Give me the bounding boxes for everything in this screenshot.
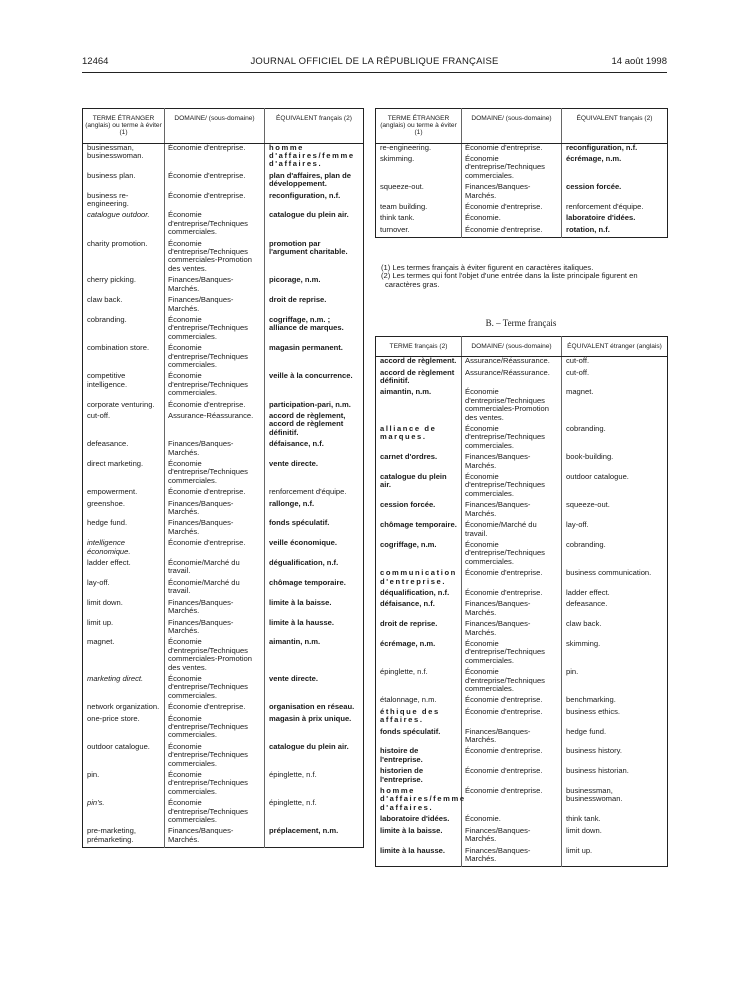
term-cell: skimming. [380,154,415,164]
domain-cell: Économie d'entreprise/Techniques commerciales. [462,541,562,566]
domain-cell: Économie d'entreprise/Techniques commerciales. [165,372,265,397]
spacer-cell [265,844,364,848]
table-row [376,388,668,422]
table-foreign-terms-right [375,108,668,238]
domain-cell: Économie d'entreprise. [462,708,562,725]
col-header-term: TERME ÉTRANGER (anglais) ou terme à éviter (1) [376,109,462,144]
domain-cell: Finances/Banques-Marchés. [165,440,265,457]
domain-cell: Économie d'entreprise. [165,143,265,169]
domain-cell: Économie d'entreprise. [462,569,562,586]
term-cell: corporate venturing. [87,399,155,409]
table-row [376,600,668,617]
term-cell: épinglette, n.f. [380,667,428,677]
table-row [376,787,668,812]
equivalent-cell: veille économique. [265,539,364,556]
col-header-domain: DOMAINE/ (sous-domaine) [462,337,562,357]
domain-cell: Économie d'entreprise. [462,589,562,597]
table-row [376,827,668,844]
table-row [376,696,668,704]
table-row [83,344,364,369]
table-row [83,412,364,437]
table-row [376,203,668,211]
table-row [83,771,364,796]
table-row [376,226,668,234]
domain-cell: Économie d'entreprise/Techniques commerciales-Promotion des ventes. [165,240,265,274]
equivalent-cell: reconfiguration, n.f. [265,192,364,209]
domain-cell: Finances/Banques-Marchés. [462,183,562,200]
term-cell: étalonnage, n.m. [380,695,437,705]
domain-cell: Économie d'entreprise. [165,703,265,711]
table-row [83,296,364,313]
equivalent-cell: limite à la hausse. [265,619,364,636]
table-row [376,473,668,498]
table-row [83,579,364,596]
domain-cell: Assurance-Réassurance. [165,412,265,437]
equivalent-cell: plan d'affaires, plan de développement. [265,172,364,189]
table-row [376,183,668,200]
table-row [83,401,364,409]
domain-cell: Finances/Banques-Marchés. [165,827,265,844]
equivalent-cell: organisation en réseau. [265,703,364,711]
table-body [83,143,364,848]
term-cell: pre-marketing, prémarketing. [87,826,136,844]
term-cell: droit de reprise. [380,619,438,629]
equivalent-cell: vente directe. [265,460,364,485]
spacer-cell [83,844,165,848]
table-row [83,172,364,189]
domain-cell: Économie d'entreprise/Techniques commerciales. [462,155,562,180]
term-cell: one-price store. [87,713,140,723]
term-cell: marketing direct. [87,673,144,683]
equivalent-cell: laboratoire d'idées. [562,214,668,222]
equivalent-cell: pin. [562,668,668,693]
domain-cell: Économie d'entreprise/Techniques commerciales. [462,640,562,665]
table-body [376,143,668,238]
equivalent-cell: renforcement d'équipe. [265,488,364,496]
term-cell: re-engineering. [380,142,432,152]
domain-cell: Économie d'entreprise/Techniques commerciales. [165,715,265,740]
equivalent-cell: cogriffage, n.m. ; alliance de marques. [265,316,364,341]
domain-cell: Économie/Marché du travail. [462,521,562,538]
term-cell: limit down. [87,597,123,607]
term-cell: écrémage, n.m. [380,638,436,648]
term-cell: homme d'affaires/femme d'affaires. [380,786,466,812]
term-cell: historien de l'entreprise. [380,766,424,784]
domain-cell: Économie d'entreprise/Techniques commerciales. [462,668,562,693]
domain-cell: Économie d'entreprise/Techniques commerciales. [165,316,265,341]
equivalent-cell: lay-off. [562,521,668,538]
equivalent-cell: cobranding. [562,541,668,566]
table-row [376,640,668,665]
col-header-term: TERME français (2) [376,337,462,357]
page-number: 12464 [82,56,109,67]
term-cell: éthique des affaires. [380,706,440,725]
term-cell: histoire de l'entreprise. [380,746,423,764]
equivalent-cell: benchmarking. [562,696,668,704]
term-cell: think tank. [380,213,415,223]
equivalent-cell: dégualification, n.f. [265,559,364,576]
term-cell: aimantin, n.m. [380,387,432,397]
equivalent-cell: droit de reprise. [265,296,364,313]
col-header-equivalent: ÉQUIVALENT français (2) [562,109,668,144]
equivalent-cell: promotion par l'argument charitable. [265,240,364,274]
term-cell: limit up. [87,617,114,627]
table-row [376,453,668,470]
equivalent-cell: cobranding. [562,425,668,450]
term-cell: empowerment. [87,487,138,497]
equivalent-cell: catalogue du plein air. [265,211,364,236]
table-body [376,357,668,867]
table-row [376,668,668,693]
table-french-terms [375,336,668,867]
term-cell: pin's. [87,798,105,808]
equivalent-cell: book-building. [562,453,668,470]
table-row [83,599,364,616]
term-cell: cut-off. [87,410,111,420]
spacer-cell [376,234,462,238]
spacer-cell [165,844,265,848]
domain-cell: Économie d'entreprise. [462,787,562,812]
equivalent-cell: cut-off. [562,369,668,386]
term-cell: charity promotion. [87,238,148,248]
domain-cell: Finances/Banques-Marchés. [462,600,562,617]
domain-cell: Économie d'entreprise/Techniques commerciales-Promotion des ventes. [165,638,265,672]
equivalent-cell: fonds spéculatif. [265,519,364,536]
equivalent-cell: accord de règlement, accord de règlement définitif. [265,412,364,437]
equivalent-cell: catalogue du plein air. [265,743,364,768]
domain-cell: Économie d'entreprise. [165,488,265,496]
domain-cell: Finances/Banques-Marchés. [462,827,562,844]
table-row [83,316,364,341]
equivalent-cell: magnet. [562,388,668,422]
term-cell: défaisance, n.f. [380,599,435,609]
term-cell: greenshoe. [87,498,125,508]
term-cell: combination store. [87,343,150,353]
table-row [83,703,364,711]
term-cell: claw back. [87,295,123,305]
col-header-domain: DOMAINE/ (sous-domaine) [165,109,265,144]
domain-cell: Finances/Banques-Marchés. [165,619,265,636]
equivalent-cell: cession forcée. [562,183,668,200]
header-rule [82,72,667,73]
equivalent-cell: magasin à prix unique. [265,715,364,740]
equivalent-cell: participation-pari, n.m. [265,401,364,409]
domain-cell: Économie d'entreprise. [165,539,265,556]
term-cell: limite à la baisse. [380,825,443,835]
domain-cell: Économie d'entreprise/Techniques commerciales. [165,460,265,485]
table-row [376,847,668,864]
table-row [83,143,364,169]
domain-cell: Économie d'entreprise/Techniques commerciales. [165,344,265,369]
term-cell: cobranding. [87,314,127,324]
equivalent-cell: préplacement, n.m. [265,827,364,844]
table-row [376,425,668,450]
domain-cell: Économie/Marché du travail. [165,579,265,596]
col-header-equivalent: ÉQUIVALENT étranger (anglais) [562,337,668,357]
table-row [83,211,364,236]
table-row [376,589,668,597]
equivalent-cell: squeeze-out. [562,501,668,518]
equivalent-cell: épinglette, n.f. [265,799,364,824]
domain-cell: Économie d'entreprise/Techniques commerciales-Promotion des ventes. [462,388,562,422]
domain-cell: Économie/Marché du travail. [165,559,265,576]
table-row [376,369,668,386]
domain-cell: Finances/Banques-Marchés. [462,501,562,518]
equivalent-cell: vente directe. [265,675,364,700]
row-spacer [83,844,364,848]
domain-cell: Finances/Banques-Marchés. [165,296,265,313]
issue-date: 14 août 1998 [611,56,667,67]
table-row [376,569,668,586]
term-cell: limite à la hausse. [380,845,445,855]
table-row [376,708,668,725]
equivalent-cell: limit up. [562,847,668,864]
term-cell: network organization. [87,702,160,712]
footnotes [375,264,667,289]
equivalent-cell: renforcement d'équipe. [562,203,668,211]
spacer-cell [376,863,462,867]
term-cell: communication d'entreprise. [380,568,457,586]
term-cell: intelligence économique. [87,538,131,556]
table-row [83,743,364,768]
row-spacer [376,863,668,867]
term-cell: businessman, businesswoman. [87,142,144,161]
col-header-term: TERME ÉTRANGER (anglais) ou terme à éviter (1) [83,109,165,144]
equivalent-cell: picorage, n.m. [265,276,364,293]
equivalent-cell: defeasance. [562,600,668,617]
domain-cell: Économie d'entreprise. [462,203,562,211]
domain-cell: Économie d'entreprise. [165,401,265,409]
table-row [83,715,364,740]
equivalent-cell: chômage temporaire. [265,579,364,596]
table-row [376,214,668,222]
term-cell: team building. [380,202,428,212]
table-row [83,440,364,457]
equivalent-cell: ladder effect. [562,589,668,597]
domain-cell: Économie d'entreprise/Techniques commerciales. [165,675,265,700]
term-cell: fonds spéculatif. [380,726,441,736]
equivalent-cell: écrémage, n.m. [562,155,668,180]
domain-cell: Économie d'entreprise/Techniques commerciales. [165,211,265,236]
equivalent-cell: magasin permanent. [265,344,364,369]
journal-title: JOURNAL OFFICIEL DE LA RÉPUBLIQUE FRANÇAISE [250,56,499,67]
table-row [83,500,364,517]
spacer-cell [562,863,668,867]
domain-cell: Finances/Banques-Marchés. [462,728,562,745]
domain-cell: Économie d'entreprise/Techniques commerciales. [462,425,562,450]
term-cell: business re-engineering. [87,190,129,209]
domain-cell: Finances/Banques-Marchés. [165,500,265,517]
term-cell: outdoor catalogue. [87,741,150,751]
table-row [83,519,364,536]
table-row [376,357,668,366]
equivalent-cell: skimming. [562,640,668,665]
domain-cell: Économie d'entreprise/Techniques commerciales. [165,799,265,824]
table-row [376,815,668,823]
table-row [376,143,668,152]
equivalent-cell: business ethics. [562,708,668,725]
domain-cell: Économie d'entreprise. [165,192,265,209]
table-row [83,240,364,274]
table-row [83,619,364,636]
table-foreign-terms-left [82,108,364,848]
term-cell: business plan. [87,170,136,180]
term-cell: competitive intelligence. [87,371,128,389]
term-cell: chômage temporaire. [380,520,457,530]
equivalent-cell: cut-off. [562,357,668,366]
table-row [376,541,668,566]
equivalent-cell: veille à la concurrence. [265,372,364,397]
term-cell: accord de règlement. [380,356,457,366]
table-row [83,799,364,824]
term-cell: lay-off. [87,577,110,587]
section-b-title: B. – Terme français [485,318,557,328]
table-row [83,372,364,397]
domain-cell: Assurance/Réassurance. [462,357,562,366]
domain-cell: Finances/Banques-Marchés. [165,599,265,616]
term-cell: hedge fund. [87,518,128,528]
equivalent-cell: business historian. [562,767,668,784]
domain-cell: Économie d'entreprise/Techniques commerciales. [462,473,562,498]
domain-cell: Économie d'entreprise. [462,747,562,764]
domain-cell: Finances/Banques-Marchés. [462,847,562,864]
table-row [83,638,364,672]
col-header-equivalent: ÉQUIVALENT français (2) [265,109,364,144]
term-cell: cession forcée. [380,500,436,510]
term-cell: laboratoire d'idées. [380,814,450,824]
equivalent-cell: reconfiguration, n.f. [562,143,668,152]
term-cell: direct marketing. [87,459,144,469]
table-row [376,521,668,538]
equivalent-cell: défaisance, n.f. [265,440,364,457]
term-cell: ladder effect. [87,558,131,568]
domain-cell: Finances/Banques-Marchés. [165,276,265,293]
table-row [83,460,364,485]
domain-cell: Économie d'entreprise/Techniques commerciales. [165,771,265,796]
table-row [83,192,364,209]
domain-cell: Économie d'entreprise. [462,226,562,234]
equivalent-cell: rallonge, n.f. [265,500,364,517]
domain-cell: Finances/Banques-Marchés. [462,453,562,470]
row-spacer [376,234,668,238]
spacer-cell [462,863,562,867]
domain-cell: Assurance/Réassurance. [462,369,562,386]
term-cell: defeasance. [87,439,129,449]
table-row [376,155,668,180]
domain-cell: Économie d'entreprise/Techniques commerciales. [165,743,265,768]
spacer-cell [462,234,562,238]
equivalent-cell: hedge fund. [562,728,668,745]
page-header [82,56,667,70]
table-row [83,559,364,576]
term-cell: pin. [87,770,100,780]
term-cell: carnet d'ordres. [380,452,438,462]
spacer-cell [562,234,668,238]
equivalent-cell: aimantin, n.m. [265,638,364,672]
equivalent-cell: homme d'affaires/femme d'affaires. [265,143,364,169]
footnote-1: (1) Les termes français à éviter figurent en caractères italiques. [381,263,594,272]
term-cell: alliance de marques. [380,424,437,442]
table-row [83,675,364,700]
domain-cell: Économie d'entreprise. [462,143,562,152]
equivalent-cell: rotation, n.f. [562,226,668,234]
domain-cell: Économie. [462,214,562,222]
equivalent-cell: outdoor catalogue. [562,473,668,498]
equivalent-cell: businessman, businesswoman. [562,787,668,812]
footnote-2: (2) Les termes qui font l'objet d'une entrée dans la liste principale figurent en caractères gras. [381,271,638,289]
equivalent-cell: business history. [562,747,668,764]
domain-cell: Économie d'entreprise. [462,767,562,784]
term-cell: catalogue outdoor. [87,210,150,220]
table-row [83,276,364,293]
table-row [376,620,668,637]
equivalent-cell: limite à la baisse. [265,599,364,616]
term-cell: cherry picking. [87,275,136,285]
table-row [83,827,364,844]
table-row [376,747,668,764]
domain-cell: Économie d'entreprise. [165,172,265,189]
term-cell: accord de règlement définitif. [380,367,455,386]
domain-cell: Économie d'entreprise. [462,696,562,704]
domain-cell: Économie. [462,815,562,823]
table-row [83,539,364,556]
table-row [376,728,668,745]
term-cell: cogriffage, n.m. [380,539,437,549]
term-cell: déqualification, n.f. [380,587,450,597]
col-header-domain: DOMAINE/ (sous-domaine) [462,109,562,144]
term-cell: magnet. [87,637,115,647]
equivalent-cell: épinglette, n.f. [265,771,364,796]
table-row [376,767,668,784]
equivalent-cell: limit down. [562,827,668,844]
table-row [83,488,364,496]
equivalent-cell: business communication. [562,569,668,586]
table-row [376,501,668,518]
equivalent-cell: think tank. [562,815,668,823]
domain-cell: Finances/Banques-Marchés. [165,519,265,536]
domain-cell: Finances/Banques-Marchés. [462,620,562,637]
term-cell: turnover. [380,224,410,234]
equivalent-cell: claw back. [562,620,668,637]
term-cell: catalogue du plein air. [380,472,447,490]
term-cell: squeeze-out. [380,182,424,192]
